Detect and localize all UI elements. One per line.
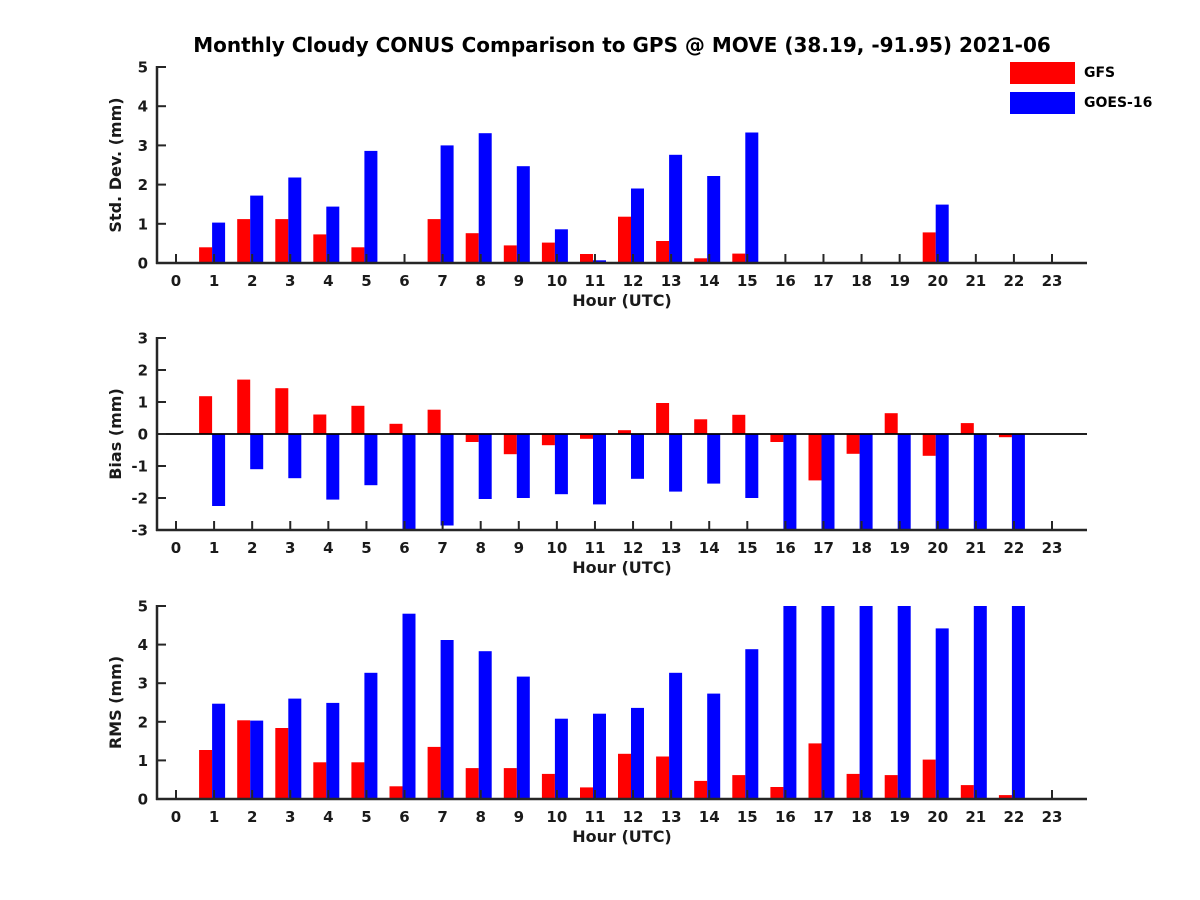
- gfs-bar-hour-9: [504, 245, 517, 263]
- std_dev-x-tick-label: 4: [323, 272, 334, 290]
- gfs-bar-hour-20: [923, 434, 936, 456]
- gfs-bar-hour-6: [390, 786, 403, 799]
- gfs-bar-hour-4: [313, 415, 326, 435]
- std_dev-x-tick-label: 10: [546, 272, 568, 290]
- gfs-bar-hour-1: [199, 750, 212, 799]
- rms-x-tick-label: 9: [513, 808, 525, 826]
- gfs-bar-hour-3: [275, 219, 288, 263]
- rms-x-tick-label: 4: [323, 808, 334, 826]
- bias-y-tick-label: -2: [131, 489, 148, 508]
- gfs-bar-hour-4: [313, 762, 326, 799]
- std_dev-x-tick-label: 7: [437, 272, 448, 290]
- gfs-bar-hour-18: [847, 434, 860, 454]
- goes16-bar-hour-13: [669, 673, 682, 799]
- gfs-bar-hour-17: [809, 743, 822, 799]
- std_dev-xlabel: Hour (UTC): [572, 291, 672, 310]
- gfs-bar-hour-15: [732, 415, 745, 434]
- goes16-bar-hour-3: [288, 178, 301, 264]
- bias-x-tick-label: 15: [736, 539, 758, 557]
- gfs-bar-hour-11: [580, 787, 593, 799]
- gfs-bar-hour-3: [275, 388, 288, 434]
- gfs-bar-hour-5: [351, 762, 364, 799]
- goes16-bar-hour-21: [974, 606, 987, 799]
- goes16-bar-hour-15: [745, 133, 758, 264]
- goes16-bar-hour-5: [364, 434, 377, 485]
- goes16-bar-hour-4: [326, 434, 339, 500]
- bias-x-tick-label: 8: [475, 539, 486, 557]
- gfs-bar-hour-5: [351, 406, 364, 434]
- goes16-bar-hour-10: [555, 719, 568, 799]
- bias-x-tick-label: 0: [170, 539, 182, 557]
- gfs-bar-hour-12: [618, 754, 631, 799]
- gfs-bar-hour-11: [580, 254, 593, 263]
- rms-x-tick-label: 17: [813, 808, 834, 826]
- rms-x-tick-label: 20: [927, 808, 949, 826]
- bias-x-tick-label: 9: [513, 539, 525, 557]
- gfs-bar-hour-1: [199, 396, 212, 434]
- std_dev-x-tick-label: 8: [475, 272, 486, 290]
- bias-x-tick-label: 10: [546, 539, 568, 557]
- rms-ylabel: RMS (mm): [106, 655, 125, 750]
- gfs-bar-hour-2: [237, 219, 250, 263]
- bias-x-tick-label: 14: [698, 539, 720, 557]
- goes16-bar-hour-7: [441, 640, 454, 799]
- std_dev-x-tick-label: 18: [851, 272, 873, 290]
- gfs-bar-hour-13: [656, 757, 669, 800]
- rms-x-tick-label: 15: [736, 808, 758, 826]
- gfs-bar-hour-10: [542, 434, 555, 445]
- rms-x-tick-label: 11: [584, 808, 606, 826]
- goes16-bar-hour-7: [441, 145, 454, 263]
- std_dev-y-tick-label: 0: [137, 254, 148, 273]
- bias-x-tick-label: 17: [813, 539, 834, 557]
- std_dev-ylabel: Std. Dev. (mm): [106, 97, 125, 233]
- goes16-bar-hour-10: [555, 434, 568, 494]
- bias-x-tick-label: 23: [1041, 539, 1063, 557]
- std_dev-x-tick-label: 23: [1041, 272, 1063, 290]
- legend-label-gfs: GFS: [1084, 65, 1116, 81]
- gfs-bar-hour-15: [732, 775, 745, 799]
- goes16-bar-hour-16: [783, 606, 796, 799]
- goes16-bar-hour-1: [212, 434, 225, 506]
- goes16-bar-hour-19: [898, 606, 911, 799]
- bias-x-tick-label: 7: [437, 539, 448, 557]
- bias-x-tick-label: 22: [1003, 539, 1025, 557]
- std_dev-x-tick-label: 5: [361, 272, 372, 290]
- gfs-bar-hour-16: [770, 434, 783, 442]
- rms-x-tick-label: 2: [246, 808, 258, 826]
- goes16-bar-hour-14: [707, 434, 720, 484]
- gfs-bar-hour-3: [275, 728, 288, 799]
- goes16-bar-hour-8: [479, 133, 492, 263]
- gfs-bar-hour-16: [770, 787, 783, 799]
- rms-x-tick-label: 8: [475, 808, 486, 826]
- std_dev-x-tick-label: 16: [774, 272, 796, 290]
- goes16-bar-hour-16: [783, 434, 796, 530]
- gfs-bar-hour-8: [466, 434, 479, 442]
- bias-x-tick-label: 13: [660, 539, 682, 557]
- bias-x-tick-label: 20: [927, 539, 949, 557]
- goes16-bar-hour-7: [441, 434, 454, 526]
- goes16-bar-hour-3: [288, 434, 301, 478]
- gfs-bar-hour-1: [199, 247, 212, 263]
- bias-y-tick-label: 1: [137, 393, 148, 412]
- gfs-bar-hour-9: [504, 434, 517, 454]
- rms-chart: [106, 598, 1087, 847]
- bias-x-tick-label: 5: [361, 539, 372, 557]
- goes16-bar-hour-15: [745, 434, 758, 498]
- std_dev-x-tick-label: 19: [889, 272, 911, 290]
- goes16-bar-hour-20: [936, 628, 949, 799]
- gfs-bar-hour-5: [351, 247, 364, 263]
- rms-y-tick-label: 1: [137, 751, 148, 770]
- rms-y-tick-label: 4: [137, 636, 148, 655]
- std_dev-chart: [106, 59, 1087, 311]
- gfs-bar-hour-9: [504, 768, 517, 799]
- gfs-bar-hour-13: [656, 403, 669, 434]
- goes16-bar-hour-9: [517, 166, 530, 263]
- goes16-bar-hour-1: [212, 704, 225, 799]
- rms-x-tick-label: 5: [361, 808, 372, 826]
- goes16-bar-hour-18: [860, 606, 873, 799]
- goes16-bar-hour-14: [707, 176, 720, 263]
- goes16-bar-hour-5: [364, 151, 377, 263]
- bias-chart: [106, 330, 1087, 578]
- bias-x-tick-label: 2: [246, 539, 258, 557]
- rms-x-tick-label: 10: [546, 808, 568, 826]
- goes16-bar-hour-8: [479, 651, 492, 799]
- bias-y-tick-label: -1: [131, 457, 148, 476]
- std_dev-y-tick-label: 3: [137, 136, 148, 155]
- rms-x-tick-label: 6: [399, 808, 410, 826]
- goes16-bar-hour-2: [250, 196, 263, 263]
- bias-x-tick-label: 12: [622, 539, 644, 557]
- gfs-bar-hour-7: [428, 747, 441, 799]
- goes16-bar-hour-2: [250, 434, 263, 469]
- bias-y-tick-label: 3: [137, 329, 148, 348]
- rms-x-tick-label: 13: [660, 808, 682, 826]
- goes16-bar-hour-9: [517, 434, 530, 498]
- goes16-bar-hour-4: [326, 703, 339, 799]
- rms-x-tick-label: 18: [851, 808, 873, 826]
- gfs-bar-hour-12: [618, 217, 631, 263]
- figure-title: Monthly Cloudy CONUS Comparison to GPS @ MOVE (38.19, -91.95) 2021-06: [193, 33, 1051, 57]
- gfs-bar-hour-7: [428, 219, 441, 263]
- std_dev-x-tick-label: 21: [965, 272, 987, 290]
- bias-x-tick-label: 1: [208, 539, 220, 557]
- goes16-bar-hour-5: [364, 673, 377, 799]
- rms-x-tick-label: 14: [698, 808, 720, 826]
- goes16-bar-hour-13: [669, 434, 682, 492]
- rms-x-tick-label: 23: [1041, 808, 1063, 826]
- rms-x-tick-label: 3: [285, 808, 296, 826]
- gfs-bar-hour-21: [961, 423, 974, 434]
- std_dev-x-tick-label: 0: [170, 272, 182, 290]
- goes16-bar-hour-12: [631, 434, 644, 479]
- rms-y-tick-label: 0: [137, 790, 148, 809]
- gfs-bar-hour-8: [466, 233, 479, 263]
- gfs-bar-hour-19: [885, 775, 898, 799]
- rms-x-tick-label: 0: [170, 808, 182, 826]
- bias-y-tick-label: -3: [131, 521, 148, 540]
- rms-y-tick-label: 3: [137, 674, 148, 693]
- std_dev-x-tick-label: 11: [584, 272, 606, 290]
- std_dev-x-tick-label: 22: [1003, 272, 1025, 290]
- bias-x-tick-label: 6: [399, 539, 410, 557]
- std_dev-x-tick-label: 6: [399, 272, 410, 290]
- rms-x-tick-label: 19: [889, 808, 911, 826]
- std_dev-x-tick-label: 3: [285, 272, 296, 290]
- rms-x-tick-label: 7: [437, 808, 448, 826]
- gfs-bar-hour-13: [656, 241, 669, 263]
- gfs-bar-hour-18: [847, 774, 860, 799]
- goes16-bar-hour-18: [860, 434, 873, 530]
- rms-y-tick-label: 2: [137, 713, 148, 732]
- std_dev-x-tick-label: 15: [736, 272, 758, 290]
- rms-x-tick-label: 21: [965, 808, 987, 826]
- goes16-bar-hour-14: [707, 694, 720, 799]
- gfs-bar-hour-6: [390, 424, 403, 434]
- goes16-bar-hour-6: [403, 614, 416, 799]
- goes16-bar-hour-9: [517, 677, 530, 799]
- gfs-bar-hour-21: [961, 785, 974, 799]
- goes16-bar-hour-11: [593, 714, 606, 799]
- bias-xlabel: Hour (UTC): [572, 558, 672, 577]
- bias-x-tick-label: 3: [285, 539, 296, 557]
- goes16-bar-hour-17: [822, 606, 835, 799]
- goes16-bar-hour-2: [250, 721, 263, 799]
- bias-x-tick-label: 11: [584, 539, 606, 557]
- bias-x-tick-label: 21: [965, 539, 987, 557]
- goes16-bar-hour-13: [669, 155, 682, 263]
- std_dev-x-tick-label: 2: [246, 272, 258, 290]
- gfs-bar-hour-8: [466, 768, 479, 799]
- std_dev-y-tick-label: 2: [137, 176, 148, 195]
- goes16-bar-hour-20: [936, 434, 949, 530]
- std_dev-x-tick-label: 14: [698, 272, 720, 290]
- goes16-bar-hour-12: [631, 708, 644, 799]
- std_dev-x-tick-label: 12: [622, 272, 644, 290]
- goes16-bar-hour-17: [822, 434, 835, 530]
- goes16-bar-hour-19: [898, 434, 911, 530]
- std_dev-x-tick-label: 13: [660, 272, 682, 290]
- std_dev-x-tick-label: 17: [813, 272, 834, 290]
- bias-x-tick-label: 18: [851, 539, 873, 557]
- gfs-bar-hour-7: [428, 410, 441, 434]
- rms-x-tick-label: 16: [774, 808, 796, 826]
- rms-x-tick-label: 1: [208, 808, 220, 826]
- bias-ylabel: Bias (mm): [106, 388, 125, 480]
- goes16-bar-hour-6: [403, 434, 416, 530]
- rms-xlabel: Hour (UTC): [572, 827, 672, 846]
- std_dev-y-tick-label: 5: [137, 58, 148, 77]
- bias-y-tick-label: 2: [137, 361, 148, 380]
- goes16-bar-hour-3: [288, 699, 301, 799]
- goes16-bar-hour-12: [631, 189, 644, 264]
- gfs-bar-hour-2: [237, 380, 250, 434]
- rms-x-tick-label: 22: [1003, 808, 1025, 826]
- legend-label-goes16: GOES-16: [1084, 95, 1153, 111]
- rms-x-tick-label: 12: [622, 808, 644, 826]
- goes16-bar-hour-22: [1012, 434, 1025, 530]
- gfs-bar-hour-14: [694, 419, 707, 434]
- gfs-bar-hour-19: [885, 413, 898, 434]
- gfs-bar-hour-20: [923, 232, 936, 263]
- std_dev-y-tick-label: 1: [137, 215, 148, 234]
- std_dev-x-tick-label: 9: [513, 272, 525, 290]
- bias-x-tick-label: 4: [323, 539, 334, 557]
- goes16-bar-hour-21: [974, 434, 987, 530]
- bias-y-tick-label: 0: [137, 425, 148, 444]
- std_dev-x-tick-label: 20: [927, 272, 949, 290]
- bias-x-tick-label: 16: [774, 539, 796, 557]
- std_dev-x-tick-label: 1: [208, 272, 220, 290]
- rms-y-tick-label: 5: [137, 597, 148, 616]
- goes16-bar-hour-15: [745, 649, 758, 799]
- gfs-bar-hour-10: [542, 243, 555, 263]
- gfs-bar-hour-2: [237, 720, 250, 799]
- gfs-bar-hour-4: [313, 234, 326, 263]
- std_dev-y-tick-label: 4: [137, 97, 148, 116]
- goes16-bar-hour-22: [1012, 606, 1025, 799]
- goes16-bar-hour-11: [593, 434, 606, 504]
- gfs-bar-hour-14: [694, 781, 707, 799]
- gfs-bar-hour-10: [542, 774, 555, 799]
- gfs-bar-hour-17: [809, 434, 822, 480]
- goes16-bar-hour-8: [479, 434, 492, 499]
- bias-x-tick-label: 19: [889, 539, 911, 557]
- gfs-bar-hour-20: [923, 760, 936, 799]
- gfs-bar-hour-15: [732, 254, 745, 263]
